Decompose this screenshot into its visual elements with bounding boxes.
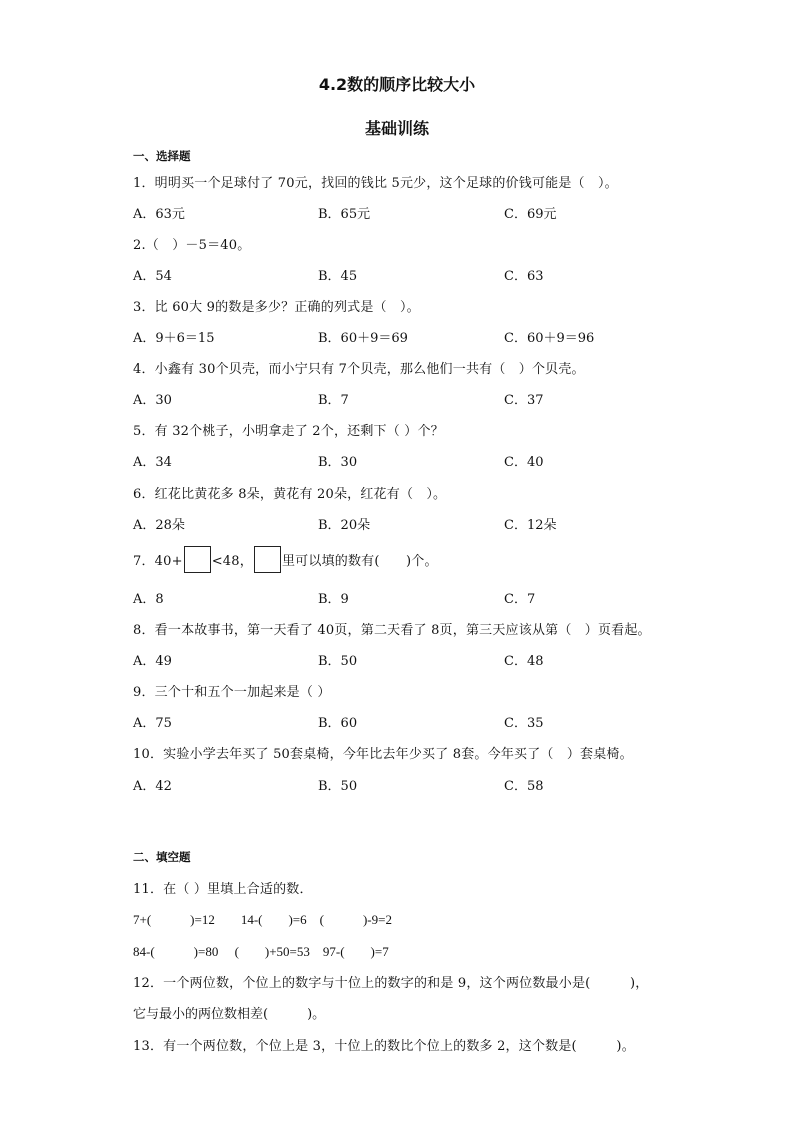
answer-box[interactable] [254, 546, 281, 573]
option-a[interactable]: A．30 [133, 393, 172, 408]
options-10 [133, 775, 693, 793]
section-heading-fill: 二、填空题 [133, 850, 191, 864]
option-b[interactable]: B．30 [318, 455, 358, 470]
options-4 [133, 389, 693, 407]
answer-box[interactable] [184, 546, 211, 573]
option-b[interactable]: B．20朵 [318, 518, 371, 533]
question-12-line-1: 12．一个两位数，个位上的数字与十位上的数字的和是 9，这个两位数最小是( )， [133, 976, 649, 991]
option-c[interactable]: C．69元 [504, 207, 557, 222]
question-3: 3．比 60大 9的数是多少？正确的列式是（ ）。 [133, 300, 420, 315]
options-6 [133, 514, 693, 532]
option-c[interactable]: C．48 [504, 654, 544, 669]
question-8: 8．看一本故事书，第一天看了 40页，第二天看了 8页，第三天应该从第（ ）页看起。 [133, 623, 651, 638]
question-1: 1．明明买一个足球付了 70元，找回的钱比 5元少，这个足球的价钱可能是（ ）。 [133, 176, 618, 191]
option-c[interactable]: C．63 [504, 269, 544, 284]
question-10: 10．实验小学去年买了 50套桌椅，今年比去年少买了 8套。今年买了（ ）套桌椅。 [133, 747, 633, 762]
question-7 [133, 546, 438, 573]
question-5: 5．有 32个桃子，小明拿走了 2个，还剩下（ ）个？ [133, 424, 444, 439]
option-b[interactable]: B．50 [318, 654, 358, 669]
options-5 [133, 451, 693, 469]
question-9: 9．三个十和五个一加起来是（ ） [133, 685, 331, 700]
option-c[interactable]: C．40 [504, 455, 544, 470]
option-a[interactable]: A．42 [133, 779, 172, 794]
question-13: 13．有一个两位数，个位上是 3，十位上的数比个位上的数多 2，这个数是( )。 [133, 1039, 635, 1054]
question-7-part-b: <48， [211, 554, 253, 569]
question-7-part-c: 里可以填的数有( )个。 [281, 554, 438, 569]
question-4: 4．小鑫有 30个贝壳，而小宁只有 7个贝壳，那么他们一共有（ ）个贝壳。 [133, 362, 585, 377]
options-1 [133, 203, 693, 221]
option-b[interactable]: B．60＋9＝69 [318, 331, 408, 346]
question-2: 2.（ ）－5＝40。 [133, 238, 251, 253]
options-3 [133, 327, 693, 345]
option-a[interactable]: A．28朵 [133, 518, 185, 533]
option-b[interactable]: B．9 [318, 592, 349, 607]
option-b[interactable]: B．45 [318, 269, 358, 284]
question-12-line-2: 它与最小的两位数相差( )。 [133, 1007, 326, 1022]
question-11-row-2: 84-( )=80 ( )+50=53 97-( )=7 [133, 944, 389, 959]
options-9 [133, 712, 693, 730]
option-c[interactable]: C．12朵 [504, 518, 557, 533]
option-b[interactable]: B．50 [318, 779, 358, 794]
option-c[interactable]: C．60＋9＝96 [504, 331, 595, 346]
question-7-part-a: 7．40+ [133, 554, 183, 569]
option-a[interactable]: A．49 [133, 654, 172, 669]
option-c[interactable]: C．58 [504, 779, 544, 794]
question-11-row-1: 7+( )=12 14-( )=6 ( )-9=2 [133, 912, 392, 927]
question-6: 6．红花比黄花多 8朵，黄花有 20朵，红花有（ ）。 [133, 487, 447, 502]
section-heading-choice: 一、选择题 [133, 149, 191, 163]
worksheet-subtitle: 基础训练 [364, 119, 429, 138]
option-b[interactable]: B．65元 [318, 207, 371, 222]
question-11: 11．在（ ）里填上合适的数． [133, 882, 313, 897]
worksheet-title: 4.2数的顺序比较大小 [318, 75, 476, 94]
option-a[interactable]: A．9＋6＝15 [133, 331, 215, 346]
option-a[interactable]: A．54 [133, 269, 172, 284]
option-b[interactable]: B．7 [318, 393, 349, 408]
options-8 [133, 650, 693, 668]
option-b[interactable]: B．60 [318, 716, 358, 731]
option-a[interactable]: A．75 [133, 716, 172, 731]
option-c[interactable]: C．35 [504, 716, 544, 731]
option-c[interactable]: C．7 [504, 592, 536, 607]
option-a[interactable]: A．8 [133, 592, 164, 607]
option-a[interactable]: A．34 [133, 455, 172, 470]
options-7 [133, 588, 693, 606]
option-c[interactable]: C．37 [504, 393, 544, 408]
options-2 [133, 265, 693, 283]
option-a[interactable]: A．63元 [133, 207, 185, 222]
